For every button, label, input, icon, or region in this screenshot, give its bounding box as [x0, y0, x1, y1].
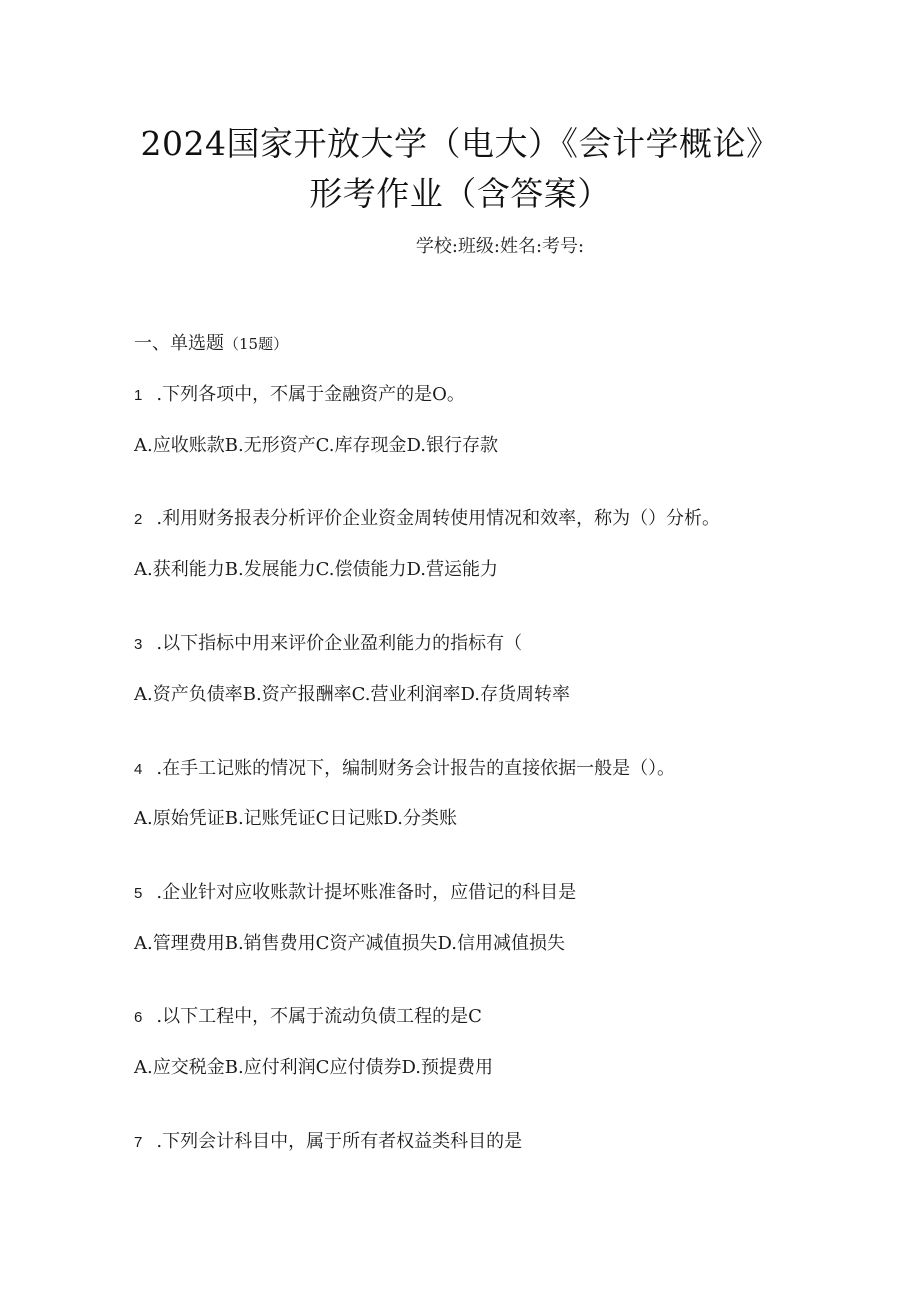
question-number: 6 — [134, 1009, 143, 1026]
question-3 — [134, 629, 522, 655]
question-number: 5 — [134, 885, 143, 902]
question-number: 1 — [134, 387, 143, 404]
question-6 — [134, 1002, 482, 1028]
student-info-line: 学校:班级:姓名:考号: — [415, 236, 585, 257]
question-3-options: A.资产负债率B.资产报酬率C.营业利润率D.存货周转率 — [134, 684, 571, 705]
document-title-line1: 2024国家开放大学（电大）《会计学概论》 — [140, 124, 780, 163]
question-text: .以下工程中，不属于流动负债工程的是C — [156, 1006, 482, 1027]
question-4-options: A.原始凭证B.记账凭证C日记账D.分类账 — [134, 808, 457, 829]
question-text: .利用财务报表分析评价企业资金周转使用情况和效率，称为（）分析。 — [156, 508, 721, 529]
question-number: 7 — [134, 1134, 143, 1151]
question-2-options: A.获利能力B.发展能力C.偿债能力D.营运能力 — [134, 559, 499, 580]
question-text: .下列各项中，不属于金融资产的是O。 — [156, 384, 465, 405]
question-7 — [134, 1127, 522, 1153]
section-heading — [134, 329, 288, 355]
question-5 — [134, 878, 576, 904]
question-text: .在手工记账的情况下，编制财务会计报告的直接依据一般是（）。 — [156, 758, 676, 779]
question-1-options: A.应收账款B.无形资产C.库存现金D.银行存款 — [134, 435, 499, 456]
question-number: 2 — [134, 511, 143, 528]
question-2 — [134, 504, 720, 530]
section-label: 一、单选题 — [134, 333, 224, 354]
section-count: （15题） — [224, 335, 289, 353]
document-title-line2: 形考作业（含答案） — [309, 174, 611, 213]
question-number: 3 — [134, 636, 143, 653]
question-text: .以下指标中用来评价企业盈利能力的指标有（ — [156, 633, 523, 654]
question-1 — [134, 380, 465, 406]
question-5-options: A.管理费用B.销售费用C资产减值损失D.信用减值损失 — [134, 933, 565, 954]
question-6-options: A.应交税金B.应付利润C应付债券D.预提费用 — [134, 1057, 493, 1078]
question-4 — [134, 754, 675, 780]
question-text: .企业针对应收账款计提坏账准备时，应借记的科目是 — [156, 882, 577, 903]
question-number: 4 — [134, 761, 143, 778]
question-text: .下列会计科目中，属于所有者权益类科目的是 — [156, 1131, 523, 1152]
